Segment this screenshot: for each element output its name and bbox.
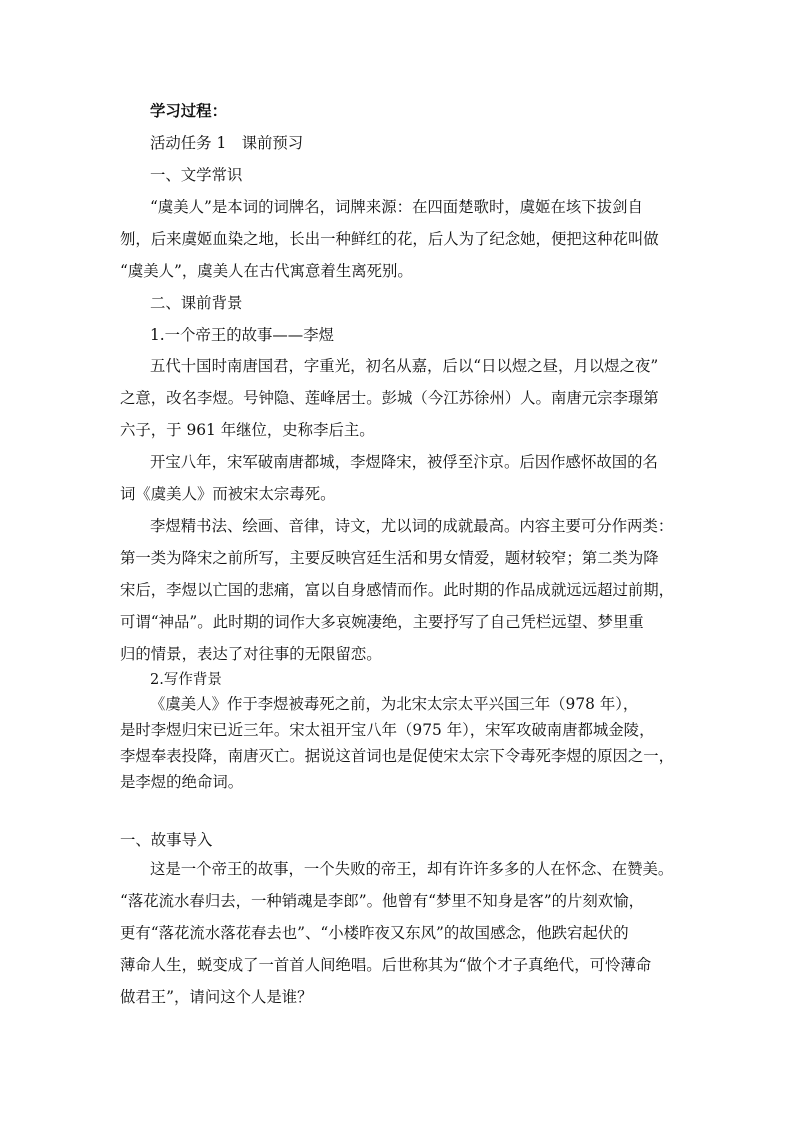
para2-line3: 六子，于 961 年继位，史称李后主。 [120,421,375,439]
task-title: 活动任务 1 课前预习 [150,134,304,152]
sub1-title: 1.一个帝王的故事——李煜 [150,326,334,344]
para6-line3: 更有“落花流水落花春去也”、“小楼昨夜又东风”的故国感念，他跌宕起伏的 [120,924,629,942]
para5-line1: 《虞美人》作于李煜被毒死之前，为北宋太宗太平兴国三年（978 年）， [150,695,639,713]
para4-line5: 归的情景，表达了对往事的无限留恋。 [120,645,382,663]
para4-line3: 宋后，李煜以亡国的悲痛，富以自身感情而作。此时期的作品成就远远超过前期， [120,581,675,599]
para5-line4: 是李煜的绝命词。 [120,773,244,791]
para3-line1: 开宝八年，宋军破南唐都城，李煜降宋，被俘至汴京。后因作感怀故国的名 [150,453,658,471]
para3-line2: 词《虞美人》而被宋太宗毒死。 [120,485,336,503]
para2-line2: 之意，改名李煜。号钟隐、莲峰居士。彭城（今江苏徐州）人。南唐元宗李璟第 [120,389,659,407]
sub2-title: 2.写作背景 [150,672,222,688]
para1-line2: 刎，后来虞姬血染之地，长出一种鲜红的花，后人为了纪念她，便把这种花叫做 [120,230,659,248]
para4-line4: 可谓“神品”。此时期的词作大多哀婉凄绝，主要抒写了自己凭栏远望、梦里重 [120,613,644,631]
para6-line1: 这是一个帝王的故事，一个失败的帝王，却有许许多多的人在怀念、在赞美。 [150,860,674,878]
para4-line1: 李煜精书法、绘画、音律，诗文，尤以词的成就最高。内容主要可分作两类： [150,517,674,535]
para4-line2: 第一类为降宋之前所写，主要反映宫廷生活和男女情爱，题材较窄；第二类为降 [120,549,659,567]
section-background: 二、课前背景 [150,294,243,312]
para6-line2: “落花流水春归去，一种销魂是李郎”。他曾有“梦里不知身是客”的片刻欢愉， [120,892,644,910]
section-story-intro: 一、故事导入 [120,831,213,849]
para6-line5: 做君王”，请问这个人是谁？ [120,988,313,1006]
para5-line3: 李煜奉表投降，南唐灭亡。据说这首词也是促使宋太宗下令毒死李煜的原因之一， [120,747,675,765]
para1-line3: “虞美人”，虞美人在古代寓意着生离死别。 [120,262,413,280]
heading: 学习过程： [150,102,227,120]
para1-line1: “虞美人”是本词的词牌名，词牌来源：在四面楚歌时，虞姬在垓下拔剑自 [150,198,643,216]
para6-line4: 薄命人生，蜕变成了一首首人间绝唱。后世称其为“做个才子真绝代，可怜薄命 [120,956,652,974]
para5-line2: 是时李煜归宋已近三年。宋太祖开宝八年（975 年），宋军攻破南唐都城金陵， [120,721,655,739]
section-literary-knowledge: 一、文学常识 [150,166,243,184]
para2-line1: 五代十国时南唐国君，字重光，初名从嘉，后以“日以煜之昼，月以煜之夜” [150,357,659,375]
